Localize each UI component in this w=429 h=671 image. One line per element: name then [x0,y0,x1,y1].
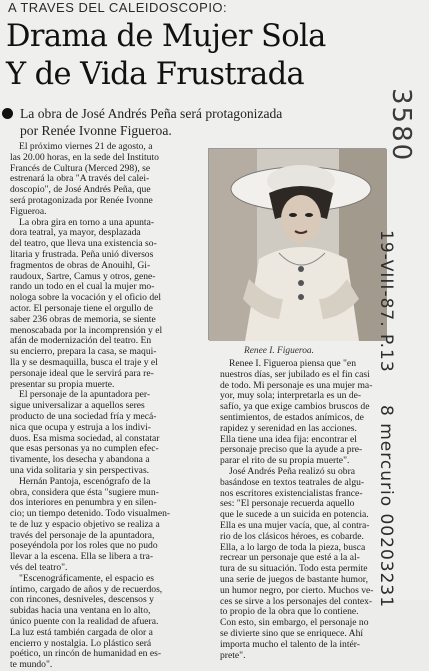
text-line: Ella, a lo largo de toda la pieza, busca [220,541,366,553]
text-line: nuestros días, ser jubilado es el fin casi [220,368,370,380]
text-line: El próximo viernes 21 de agosto, a [19,141,153,152]
text-line: del teatro, que lleva una existencia so- [10,238,157,250]
text-line: José Andrés Peña realizó su obra [229,465,356,477]
photo-renee-figueroa [208,148,386,340]
text-line: parar el rito de su propia muerte". [220,455,350,467]
text-line: actor. El personaje tiene el orgullo de [10,302,153,314]
text-line: El personaje de la apuntadora per- [19,389,151,401]
text-line: dos interiores en penumbra y en silen- [10,497,157,509]
text-line: La obra gira en torno a una apunta- [19,216,155,228]
photo-caption: Renee I. Figueroa. [244,346,314,356]
text-line: con rincones, desniveles, descensos y [10,594,154,606]
text-line: Figueroa. [10,205,47,217]
text-line: duos. Esa misma sociedad, al constatar [10,432,160,444]
handwritten-number: 3580 [386,88,416,163]
text-line: único puente con la realidad de afuera. [10,616,159,628]
text-line: presentar su propia muerte. [10,378,115,390]
text-line: afán de modernización del teatro. En [10,335,152,347]
text-line: obra, considera que ésta "sugiere mun- [10,486,159,498]
article-column-right [220,359,390,661]
text-line: importa mucho el talento de la intér- [220,638,360,650]
text-line: cio; un tiempo detenido. Todo visualmen- [10,508,171,520]
text-line: poético, un rincón de humanidad en es- [10,648,162,660]
text-line: producto de una sociedad fría y mecá- [10,410,157,422]
text-line: to propio de la obra que lo contiene. [220,606,359,618]
text-line: estrenará la obra "A través del calei- [10,173,150,185]
text-line: personaje preciso que la ayude a pre- [220,444,363,456]
text-line: sentimientos, de estados anímicos, de [220,411,364,423]
text-line: basándose en textos teatrales de algu- [220,476,365,488]
text-line: La luz está también cargada de olor a [10,626,153,638]
text-line: rio de los clásicos héroes, es cobarde. [220,530,364,542]
kicker: A TRAVES DEL CALEIDOSCOPIO: [8,0,228,15]
text-line: nica que ocupa y estruja a los indivi- [10,421,151,433]
text-line: nologa sobre la vocación y el oficio del [10,292,162,304]
bullet-icon [2,108,13,119]
text-line: que esas personas ya no cumplen efec- [10,443,159,455]
text-line: una vida solitaria y sin perspectivas. [10,464,150,476]
text-line: litaria y frustrada. Peña unió diversos [10,248,154,260]
text-line: raudoux, Sartre, Camus y otros, gene- [10,270,156,282]
text-line: Renee I. Figueroa piensa que "en [229,358,356,369]
text-line: Francés de Cultura (Merced 298), se [10,162,151,174]
text-line: subidas hacia una ventana en lo alto, [10,605,151,617]
headline-line-2: Y de Vida Frustrada [6,57,305,92]
text-line: tura de su situación. Todo esta permite [220,563,368,575]
text-line: que le sucede a un suicida en potencia. [220,509,369,521]
text-line: te mundo". [10,659,53,671]
headline-line-1: Drama de Mujer Sola [6,19,326,54]
text-line: Ella tiene una idea fija: encontrar el [220,433,357,445]
text-line: través del personaje de la apuntadora, [10,529,155,541]
text-line: "Escenográficamente, el espacio es [19,572,154,584]
text-line: Con esto, sin embargo, el personaje no [220,617,369,629]
text-line: rando un todo en el cual la mujer mo- [10,281,155,293]
text-line: prete". [220,649,246,661]
subheadline-line-2: por Renée Ivonne Figueroa. [20,123,172,138]
text-line: nos escritores existencialistas france- [220,487,363,499]
text-line: lla y se desmaquilla, busca el traje y el [10,356,158,368]
text-line: encierro y nostalgia. Lo plástico será [10,637,152,649]
handwritten-source-id: 8 mercurio 00203231 [376,405,396,609]
text-line: yor, muy sola; interpretarla es un de- [220,390,362,402]
text-line: un humor negro, por cierto. Muchos ve- [220,584,374,596]
text-line: ces se sirve a los personajes del contex- [220,595,373,607]
text-line: ses: "El personaje recuerda aquello [220,498,355,510]
text-line: menoscabada por la incomprensión y el [10,324,163,336]
text-line: fragmentos de obras de Anouihl, Gi- [10,259,151,271]
text-line: saber 236 obras de memoria, se siente [10,313,156,325]
portrait-image [209,149,387,341]
handwritten-date-page: 19-VIII-87. P.13 [376,230,396,373]
text-line: se divierte sino que se enriquece. Ahí [220,627,364,639]
subheadline [20,105,392,139]
text-line: será protagonizada por Renée Ivonne [10,194,153,206]
text-line: rapidez y serenidad en las acciones. [220,422,357,434]
text-line: vés del teatro". [10,562,68,574]
text-line: su encierro, prepara la casa, se maqui- [10,346,157,358]
text-line: Hernán Pantoja, escenógrafo de la [19,475,151,487]
text-line: íntimo, cargado de años y de recuerdos, [10,583,163,595]
text-line: llevar a la escena. Ella se libera a tra- [10,551,154,563]
text-line: una serie de juegos de bastante humor, [220,573,369,585]
text-line: Ella es una mujer vacía, que, al contra- [220,519,370,531]
text-line: personaje ideal que le servirá para re- [10,367,154,379]
text-line: sigue universalizar a aquellos seres [10,400,145,412]
text-line: safío, ya que exige cambios bruscos de [220,401,370,413]
text-line: dora teatral, ya mayor, desplazada [10,227,141,239]
text-line: poseyéndola por los roles que no pudo [10,540,158,552]
text-line: te de luz y espacio objetivo se realiza a [10,518,160,530]
text-line: las 20.00 horas, en la sede del Instituto [10,151,159,163]
text-line: de todo. Mi personaje es una mujer ma- [220,379,373,391]
text-line: doscopio", de José Andrés Peña, que [10,184,151,196]
text-line: tivamente, los desecha y abandona a [10,454,150,466]
text-line: recrear un personaje que esté a la al- [220,552,360,564]
article-column-left [10,142,198,671]
subheadline-line-1: La obra de José Andrés Peña será protagonizada [20,106,283,121]
